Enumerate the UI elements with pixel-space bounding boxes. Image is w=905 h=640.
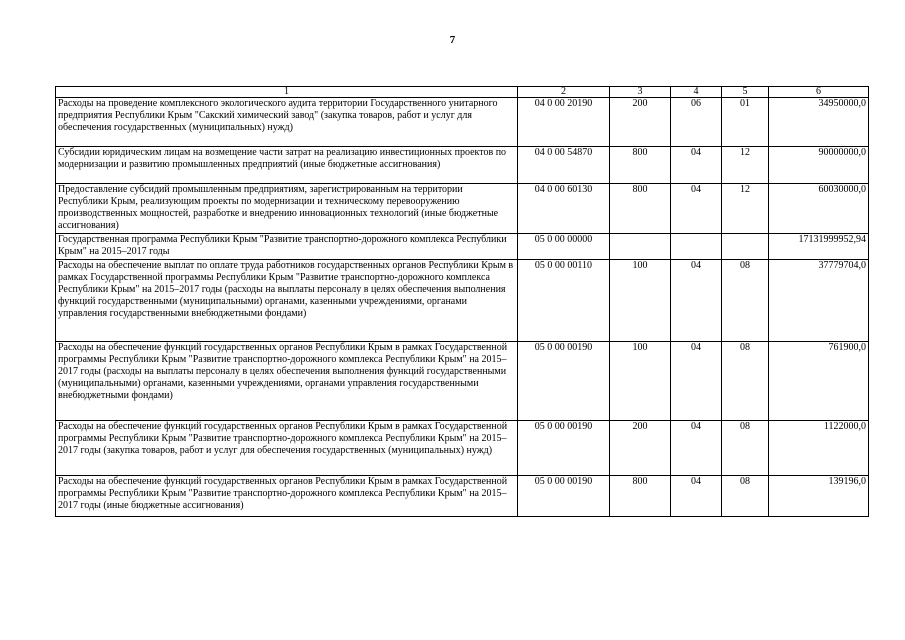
expense-type-cell: 800	[610, 476, 671, 517]
target-code-cell: 05 0 00 00110	[518, 260, 610, 342]
amount-cell: 90000000,0	[769, 147, 869, 184]
subsection-cell: 08	[722, 260, 769, 342]
table-row	[56, 260, 869, 342]
column-header: 3	[610, 87, 671, 98]
target-code-cell: 04 0 00 54870	[518, 147, 610, 184]
target-code-cell: 05 0 00 00000	[518, 234, 610, 260]
amount-cell: 1122000,0	[769, 421, 869, 476]
budget-table	[55, 86, 869, 517]
expense-name-cell: Расходы на проведение комплексного экологического аудита территории Государственного унитарного предприятия Республики Крым "Сакский химический завод" (закупка товаров, работ и услуг для обеспечения государственных (муниципальных) нужд)	[56, 98, 518, 147]
section-cell: 04	[671, 342, 722, 421]
section-cell: 06	[671, 98, 722, 147]
target-code-cell: 04 0 00 20190	[518, 98, 610, 147]
subsection-cell: 12	[722, 184, 769, 234]
expense-type-cell: 200	[610, 421, 671, 476]
target-code-cell: 05 0 00 00190	[518, 421, 610, 476]
expense-name-cell: Расходы на обеспечение функций государственных органов Республики Крым в рамках Государственной программы Республики Крым "Развитие транспортно-дорожного комплекса Республики Крым" на 2015–2017 годы (иные бюджетные ассигнования)	[56, 476, 518, 517]
table-row	[56, 184, 869, 234]
expense-name-cell: Расходы на обеспечение выплат по оплате труда работников государственных органов Республики Крым в рамках Государственной программы Республики Крым "Развитие транспортно-дорожного комплекса Республики Крым" на 2015–2017 годы (расходы на выплаты персоналу в целях обеспечения выполнения функций государственными (муниципальными) органами, казенными учреждениями, органами управления государственными внебюджетными фондами)	[56, 260, 518, 342]
table-row	[56, 147, 869, 184]
expense-type-cell: 800	[610, 184, 671, 234]
target-code-cell: 04 0 00 60130	[518, 184, 610, 234]
table-row	[56, 476, 869, 517]
amount-cell: 60030000,0	[769, 184, 869, 234]
subsection-cell: 08	[722, 421, 769, 476]
expense-name-cell: Государственная программа Республики Крым "Развитие транспортно-дорожного комплекса Республики Крым" на 2015–2017 годы	[56, 234, 518, 260]
column-header: 5	[722, 87, 769, 98]
expense-type-cell: 800	[610, 147, 671, 184]
amount-cell: 34950000,0	[769, 98, 869, 147]
target-code-cell: 05 0 00 00190	[518, 342, 610, 421]
column-header: 2	[518, 87, 610, 98]
subsection-cell: 08	[722, 342, 769, 421]
amount-cell: 761900,0	[769, 342, 869, 421]
column-header: 6	[769, 87, 869, 98]
subsection-cell	[722, 234, 769, 260]
column-header: 4	[671, 87, 722, 98]
expense-type-cell: 200	[610, 98, 671, 147]
subsection-cell: 12	[722, 147, 769, 184]
expense-name-cell: Субсидии юридическим лицам на возмещение части затрат на реализацию инвестиционных проектов по модернизации и развитию промышленных предприятий (иные бюджетные ассигнования)	[56, 147, 518, 184]
column-header: 1	[56, 87, 518, 98]
amount-cell: 17131999952,94	[769, 234, 869, 260]
section-cell	[671, 234, 722, 260]
table-header-row	[56, 87, 869, 98]
expense-name-cell: Расходы на обеспечение функций государственных органов Республики Крым в рамках Государственной программы Республики Крым "Развитие транспортно-дорожного комплекса Республики Крым" на 2015–2017 годы (расходы на выплаты персоналу в целях обеспечения выполнения функций государственными (муниципальными) органами, казенными учреждениями, органами управления государственными внебюджетными фондами)	[56, 342, 518, 421]
table-row	[56, 234, 869, 260]
subsection-cell: 01	[722, 98, 769, 147]
expense-name-cell: Предоставление субсидий промышленным предприятиям, зарегистрированным на территории Республики Крым, реализующим проекты по модернизации и техническому перевооружению производственных мощностей, разработке и внедрению инновационных технологий (иные бюджетные ассигнования)	[56, 184, 518, 234]
expense-name-cell: Расходы на обеспечение функций государственных органов Республики Крым в рамках Государственной программы Республики Крым "Развитие транспортно-дорожного комплекса Республики Крым" на 2015–2017 годы (закупка товаров, работ и услуг для обеспечения государственных (муниципальных) нужд)	[56, 421, 518, 476]
page-number: 7	[449, 34, 456, 46]
target-code-cell: 05 0 00 00190	[518, 476, 610, 517]
table-row	[56, 421, 869, 476]
table-row	[56, 98, 869, 147]
section-cell: 04	[671, 476, 722, 517]
section-cell: 04	[671, 147, 722, 184]
amount-cell: 37779704,0	[769, 260, 869, 342]
table-row	[56, 342, 869, 421]
section-cell: 04	[671, 421, 722, 476]
amount-cell: 139196,0	[769, 476, 869, 517]
expense-type-cell	[610, 234, 671, 260]
expense-type-cell: 100	[610, 260, 671, 342]
section-cell: 04	[671, 260, 722, 342]
subsection-cell: 08	[722, 476, 769, 517]
expense-type-cell: 100	[610, 342, 671, 421]
section-cell: 04	[671, 184, 722, 234]
